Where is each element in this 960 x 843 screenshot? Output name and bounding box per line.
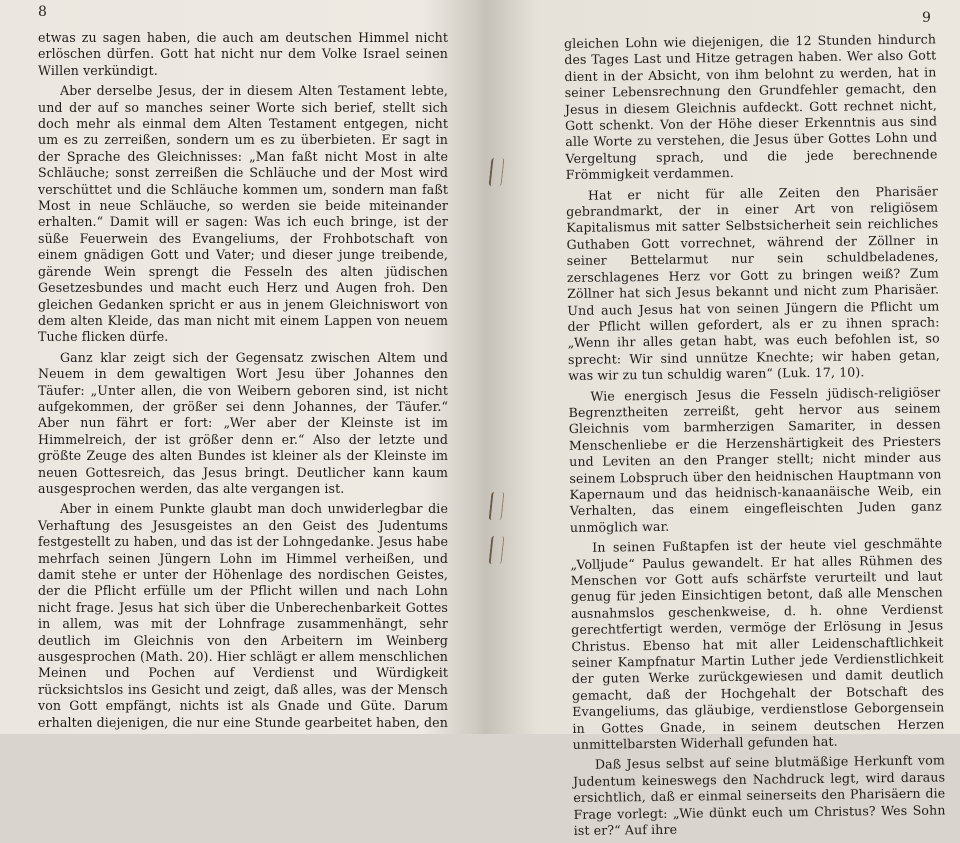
- left-page: [0, 0, 482, 734]
- left-page-text: [38, 30, 448, 735]
- right-page: [500, 0, 960, 839]
- page-number-right: 9: [922, 10, 931, 26]
- paragraph: etwas zu sagen haben, die auch am deutschen Himmel nicht erlöschen dürfen. Gott hat nicht nur dem Volke Israel seinen Willen verkündigt.: [38, 30, 448, 78]
- paragraph: Aber in einem Punkte glaubt man doch unwiderlegbar die Verhaftung des Jesusgeistes an den Geist des Judentums festgestellt zu haben, und das ist der Lohngedanke. Jesus habe mehrfach seinen Jüngern Lohn im Himmel verheißen, und damit stehe er unter der Höhenlage des nordischen Geistes, der die Pflicht erfülle um der Pflicht willen und nach Lohn nicht frage. Jesus hat sich über die Unberechenbarkeit Gottes in allem, was mit der Lohnfrage zusammenhängt, sehr deutlich im Gleichnis von den Arbeitern im Weinberg ausgesprochen (Math. 20). Hier schlägt er allem menschlichen Meinen und Pochen auf Verdienst und Würdigkeit rücksichtslos ins Gesicht und zeigt, daß alles, was der Mensch von Gott empfängt, nichts ist als Gnade und Güte. Darum erhalten diejenigen, die nur eine Stunde gearbeitet haben, den: [38, 501, 448, 730]
- paragraph: Wie energisch Jesus die Fesseln jüdisch-religiöser Begrenztheiten zerreißt, geht hervor aus seinem Gleichnis vom barmherzigen Samariter, in dessen Menschenliebe er die Herzenshärtigkeit des Priesters und Leviten an den Pranger stellt; nicht minder aus seinem Lobspruch über den heidnischen Hauptmann von Kapernaum und das heidnisch-kanaanäische Weib, ein Verhalten, das einem eingefleischten Juden ganz unmöglich war.: [568, 383, 942, 535]
- paragraph: In seinen Fußtapfen ist der heute viel geschmähte „Volljude“ Paulus gewandelt. Er hat alles Rühmen des Menschen vor Gott aufs schärfste verurteilt und laut genug für jeden Einsichtigen betont, daß alle Menschen ausnahmslos geschenkweise, d. h. ohne Verdienst gerechtfertigt werden, vermöge der Erlösung in Jesus Christus. Ebenso hat mit aller Leidenschaftlichkeit seiner Kampfnatur Martin Luther jede Verdienstlichkeit der guten Werke zurückgewiesen und damit deutlich gemacht, daß der Hochgehalt der Botschaft des Evangeliums, das gläubige, verdienstlose Geborgensein in Gottes Gnade, in seinem deutschen Herzen unmittelbarsten Widerhall gefunden hat.: [570, 535, 945, 753]
- paragraph: Hat er nicht für alle Zeiten den Pharisäer gebrandmarkt, der in einer Art von religiösem Kapitalismus mit satter Selbstsicherheit sein reichliches Guthaben Gott vorrechnet, während der Zöllner in seiner Bettelarmut nur sein schuldbeladenes, zerschlagenes Herz vor Gott zu bringen weiß? Zum Zöllner hat sich Jesus bekannt und nicht zum Pharisäer. Und auch Jesus hat von seinen Jüngern die Pflicht um der Pflicht willen gefordert, als er zu ihnen sprach: „Wenn ihr alles getan habt, was euch befohlen ist, so sprecht: Wir sind unnütze Knechte; wir haben getan, was wir zu tun schuldig waren“ (Luk. 17, 10).: [566, 183, 941, 384]
- paragraph: Daß Jesus selbst auf seine blutmäßige Herkunft vom Judentum keineswegs den Nachdruck legt, wird daraus ersichtlich, daß er einmal seinerseits den Pharisäern die Frage vorlegt: „Wie dünkt euch um Christus? Wes Sohn ist er?“ Auf ihre: [573, 752, 946, 839]
- paragraph: gleichen Lohn wie diejenigen, die 12 Stunden hindurch des Tages Last und Hitze getragen haben. Wer also Gott dient in der Absicht, von ihm belohnt zu werden, hat in seiner Lebensrechnung den Grundfehler gemacht, den Jesus in diesem Gleichnis aufdeckt. Gott rechnet nicht, Gott schenkt. Von der Höhe dieser Erkenntnis aus sind alle Worte zu verstehen, die Jesus über Gottes Lohn und Vergeltung sprach, und die jede berechnende Frömmigkeit verdammen.: [564, 31, 938, 183]
- page-number-left: 8: [38, 4, 47, 20]
- paragraph: Aber derselbe Jesus, der in diesem Alten Testament lebte, und der auf so manches seiner Worte sich berief, stellt sich doch mehr als einmal dem Alten Testament entgegen, nicht um es zu zerreißen, sondern um es zu überbieten. Er sagt in der Sprache des Gleichnisses: „Man faßt nicht Most in alte Schläuche; sonst zerreißen die Schläuche und der Most wird verschüttet und die Schläuche kommen um, sondern man faßt Most in neue Schläuche, so werden sie beide miteinander erhalten.“ Damit will er sagen: Was ich euch bringe, ist der süße Feuerwein des Evangeliums, der Frohbotschaft von einem gnädigen Gott und Vater; und dieser junge treibende, gärende Wein sprengt die Fesseln des alten jüdischen Gesetzesbundes und macht euch Herz und Augen froh. Den gleichen Gedanken spricht er aus in jenem Gleichniswort von dem alten Kleide, das man nicht mit einem Lappen von neuem Tuche flicken dürfe.: [38, 83, 448, 345]
- paragraph: Ganz klar zeigt sich der Gegensatz zwischen Altem und Neuem in dem gewaltigen Wort Jesu über Johannes den Täufer: „Unter allen, die von Weibern geboren sind, ist nicht aufgekommen, der größer sei denn Johannes, der Täufer.“ Aber nun fährt er fort: „Wer aber der Kleinste ist im Himmelreich, der ist größer denn er.“ Also der letzte und größte Zeuge des alten Bundes ist kleiner als der Kleinste im neuen Gottesreich, das Jesus bringt. Deutlicher kann kaum ausgesprochen werden, das alte vergangen ist.: [38, 349, 448, 496]
- right-page-text: [564, 31, 946, 843]
